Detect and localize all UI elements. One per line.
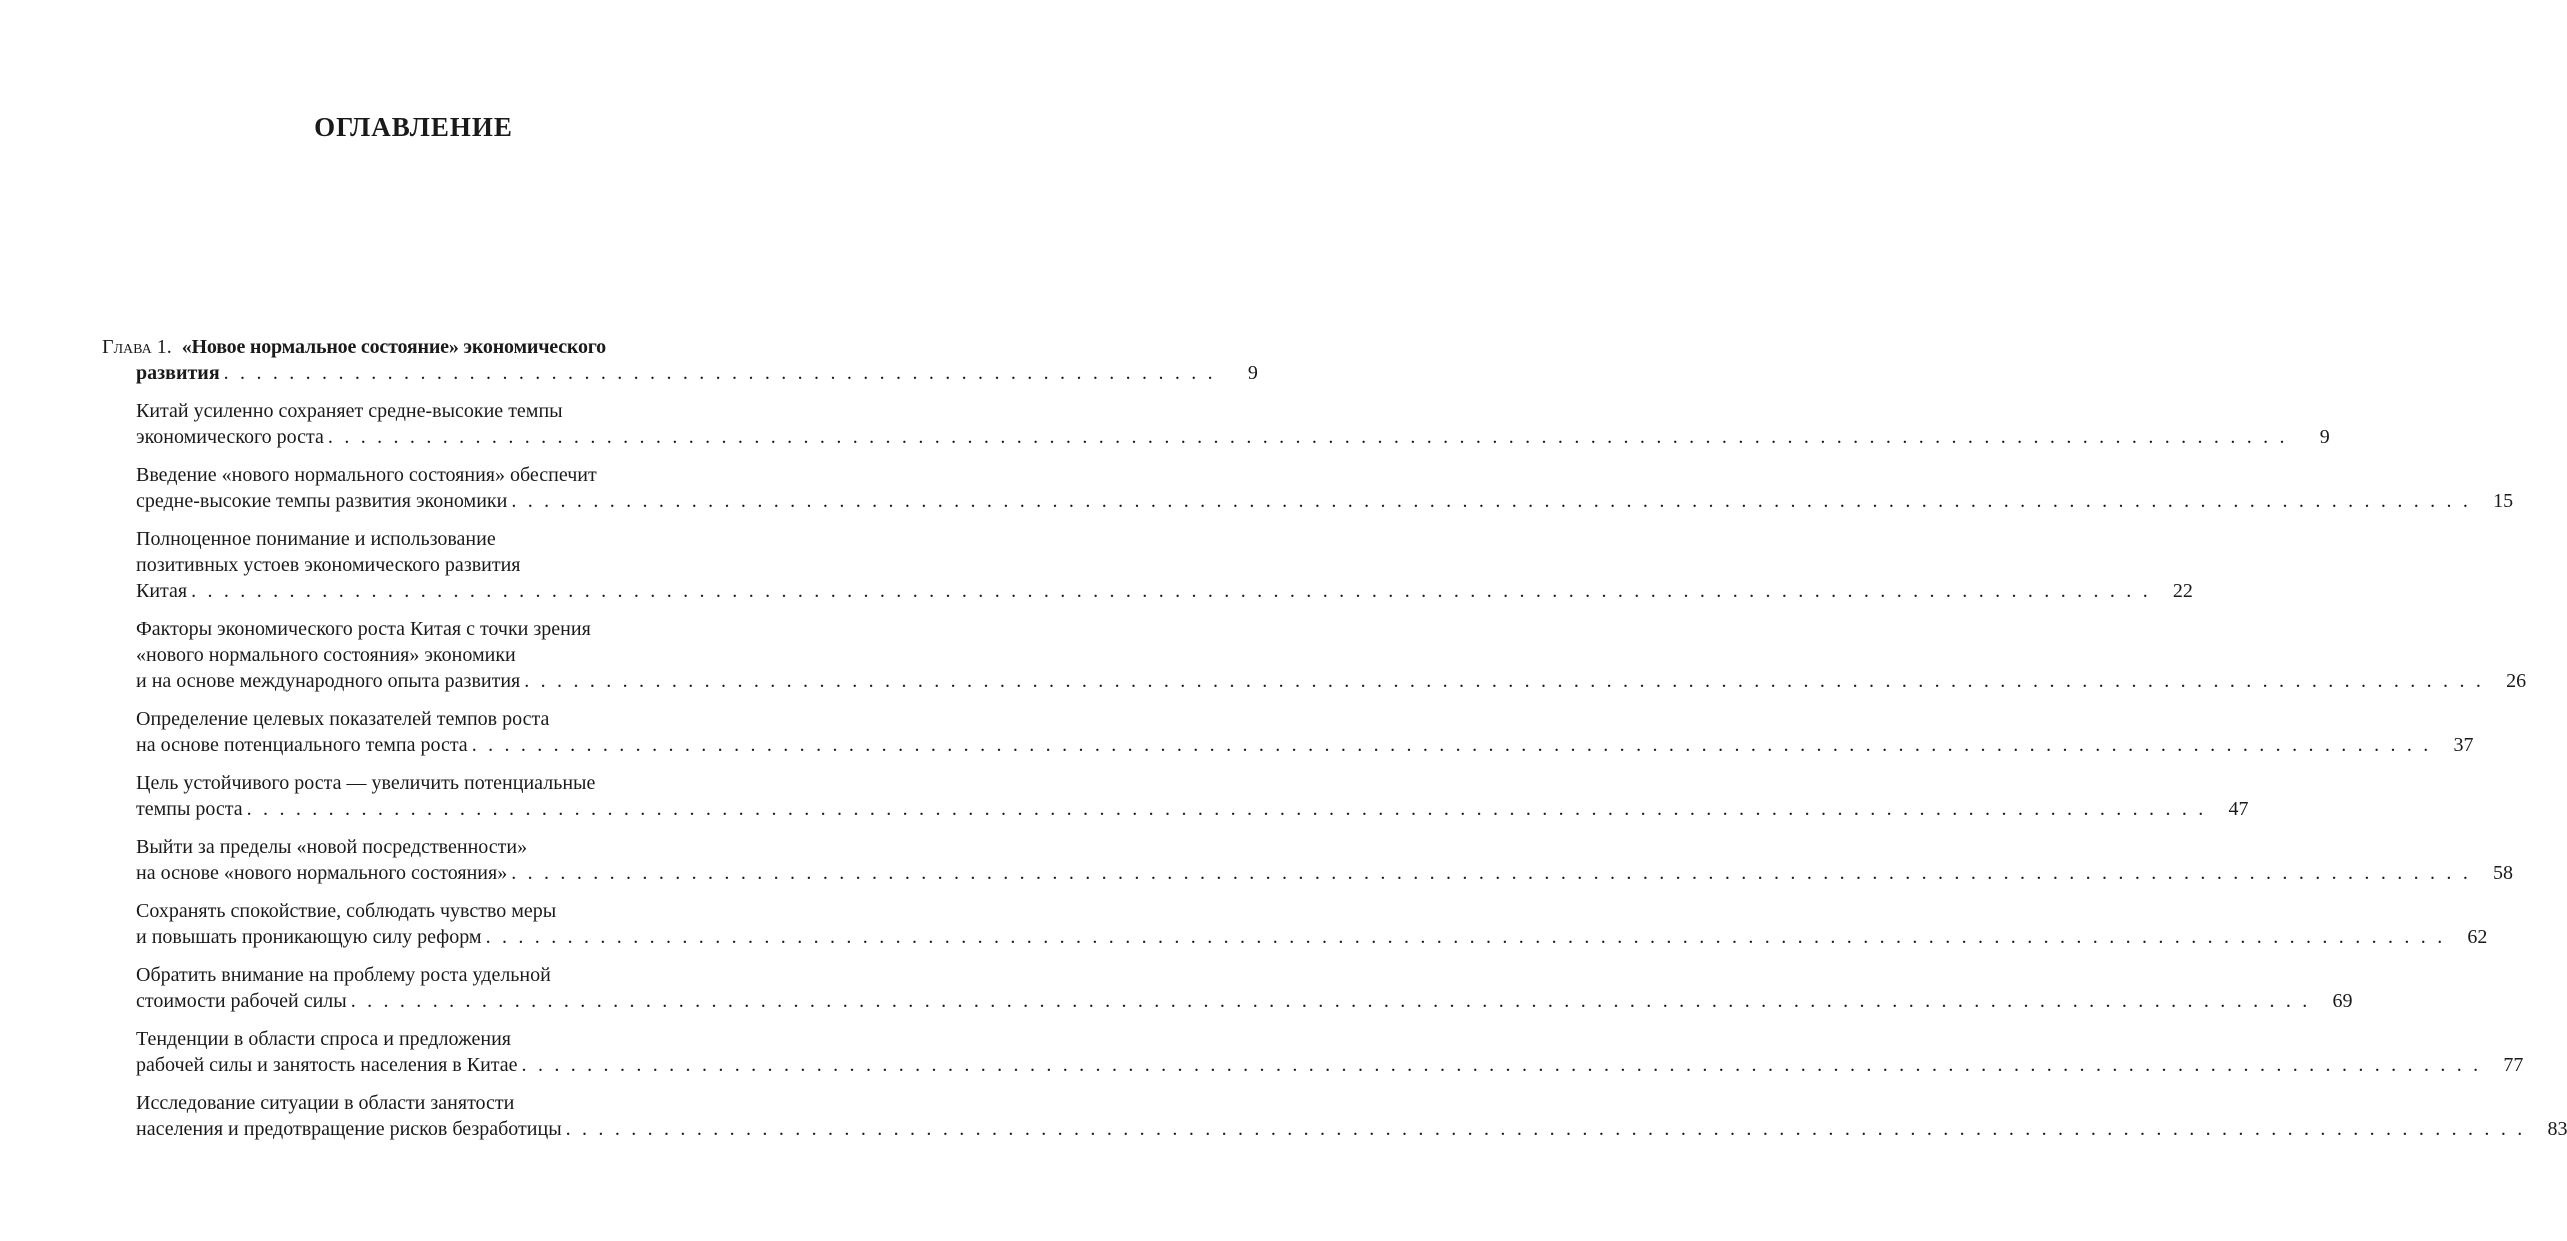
- toc-entry: [102, 834, 2514, 886]
- toc-entry-line: Цель устойчивого роста — увеличить потенциальные: [136, 772, 596, 794]
- chapter-label: Глава 1.: [102, 336, 172, 358]
- table-of-contents: [102, 334, 2567, 1142]
- chapter-heading-line: [102, 334, 728, 360]
- toc-entry-text: и повышать проникающую силу реформ: [136, 926, 482, 948]
- toc-entry-text: на основе «нового нормального состояния»: [136, 862, 508, 884]
- toc-entry-line: Полноценное понимание и использование: [136, 528, 496, 550]
- chapter-heading-last-line: [136, 360, 1258, 386]
- toc-entry-text: стоимости рабочей силы: [136, 990, 347, 1012]
- toc-entry-line: Обратить внимание на проблему роста удельной: [136, 964, 551, 986]
- toc-entry-last-line: [136, 668, 2527, 694]
- toc-entry-last-line: [136, 578, 2193, 604]
- toc-entry-text: на основе потенциального темпа роста: [136, 734, 468, 756]
- dot-leader: . . . . . . . . . . . . . . . . . . . . . . . . . . . . . . . . . . . . . . . . . . . . . . . . . . . . . . . . . . . . . . . . . . . . . . . . . . . . . . . . . . . . . . . . . . . . . . . . . . . . . . . . . . . . . . . . . . . . . . . .: [471, 734, 2432, 756]
- dot-leader: . . . . . . . . . . . . . . . . . . . . . . . . . . . . . . . . . . . . . . . . . . . . . . . . . . . . . . . . . . . . . . . . . . . . . . . . . . . . . . . . . . . . . . . . . . . . . . . . . . . . . . . . . . . . . . . . . . . . . . . .: [246, 798, 2207, 820]
- toc-entry-line: Китай усиленно сохраняет средне-высокие темпы: [136, 400, 563, 422]
- dot-leader: . . . . . . . . . . . . . . . . . . . . . . . . . . . . . . . . . . . . . . . . . . . . . . . . . . . . . . . . . . . . . . . . . . . . . . . . . . . . . . . . . . . . . . . . . . . . . . . . . . . . . . . . . . . . . . . . . . . . . . . .: [485, 926, 2446, 948]
- dot-leader: . . . . . . . . . . . . . . . . . . . . . . . . . . . . . . . . . . . . . . . . . . . . . . . . . . . . . . . . . . . . . . . . . . . . . . . . . . . . . . . . . . . . . . . . . . . . . . . . . . . . . . . . . . . . . . . . . . . . . . . .: [350, 990, 2311, 1012]
- dot-leader: . . . . . . . . . . . . . . . . . . . . . . . . . . . . . . . . . . . . . . . . . . . . . . . . . . . . . . . . . . . . . . . . . . . . . . . . . . . . . . . . . . . . . . . . . . . . . . . . . . . . . . . . . . . . . . . . . . . . . . . .: [511, 490, 2472, 512]
- dot-leader: . . . . . . . . . . . . . . . . . . . . . . . . . . . . . . . . . . . . . . . . . . . . . . . . . . . . . . . . . . . . . . . . . . . . . . . . . . . . . . . . . . . . . . . . . . . . . . . . . . . . . . . . . . . . . . . . . . . . . . . .: [565, 1118, 2526, 1140]
- page-number: 47: [2228, 798, 2249, 820]
- dot-leader: . . . . . . . . . . . . . . . . . . . . . . . . . . . . . . . . . . . . . . . . . . . . . . . . . . . . . . . . . . . . . . . . . . . . . . . . . . . . . . . . . . . . . . . . . . . . . . . . . . . . . . . . . . . . . . . . . . . . . . . .: [327, 426, 2288, 448]
- toc-entry: [102, 962, 2353, 1014]
- toc-entry: [102, 526, 2193, 604]
- toc-entry: [102, 706, 2474, 758]
- page-number: 9: [2319, 426, 2330, 448]
- chapter-title-line-2: развития: [136, 362, 220, 384]
- toc-entry: [102, 616, 2527, 694]
- toc-entry-line: Тенденции в области спроса и предложения: [136, 1028, 511, 1050]
- toc-entry-line: Выйти за пределы «новой посредственности»: [136, 836, 528, 858]
- toc-entry-last-line: [136, 860, 2514, 886]
- toc-chapter-1: [102, 334, 1258, 386]
- toc-entry-text: средне-высокие темпы развития экономики: [136, 490, 508, 512]
- toc-entry-last-line: [136, 988, 2353, 1014]
- dot-leader: . . . . . . . . . . . . . . . . . . . . . . . . . . . . . . . . . . . . . . . . . . . . . . . . . . . . . . . . . . . . .: [223, 362, 1216, 384]
- toc-entry: [102, 898, 2488, 950]
- page-number: 83: [2547, 1118, 2567, 1140]
- page-title: ОГЛАВЛЕНИЕ: [314, 112, 513, 142]
- toc-entry-line: Введение «нового нормального состояния» обеспечит: [136, 464, 597, 486]
- dot-leader: . . . . . . . . . . . . . . . . . . . . . . . . . . . . . . . . . . . . . . . . . . . . . . . . . . . . . . . . . . . . . . . . . . . . . . . . . . . . . . . . . . . . . . . . . . . . . . . . . . . . . . . . . . . . . . . . . . . . . . . .: [191, 580, 2151, 602]
- toc-entry-last-line: [136, 924, 2488, 950]
- toc-entry-text: темпы роста: [136, 798, 243, 820]
- page-number: 15: [2493, 490, 2514, 512]
- page-number: 37: [2453, 734, 2474, 756]
- toc-entry-last-line: [136, 1052, 2524, 1078]
- toc-entry-text: Китая: [136, 580, 188, 602]
- toc-entry-line: Исследование ситуации в области занятости: [136, 1092, 515, 1114]
- toc-entry-text: и на основе международного опыта развития: [136, 670, 521, 692]
- toc-entry-text: экономического роста: [136, 426, 324, 448]
- dot-leader: . . . . . . . . . . . . . . . . . . . . . . . . . . . . . . . . . . . . . . . . . . . . . . . . . . . . . . . . . . . . . . . . . . . . . . . . . . . . . . . . . . . . . . . . . . . . . . . . . . . . . . . . . . . . . . . . . . . . . . . .: [524, 670, 2485, 692]
- toc-entry-last-line: [136, 796, 2249, 822]
- toc-entry-line: «нового нормального состояния» экономики: [136, 644, 516, 666]
- toc-entry: [102, 462, 2514, 514]
- page-number: 9: [1247, 362, 1258, 384]
- dot-leader: . . . . . . . . . . . . . . . . . . . . . . . . . . . . . . . . . . . . . . . . . . . . . . . . . . . . . . . . . . . . . . . . . . . . . . . . . . . . . . . . . . . . . . . . . . . . . . . . . . . . . . . . . . . . . . . . . . . . . . . .: [511, 862, 2472, 884]
- toc-entry-last-line: [136, 488, 2514, 514]
- toc-entry: [102, 770, 2249, 822]
- toc-entry-last-line: [136, 1116, 2567, 1142]
- toc-entry-text: населения и предотвращение рисков безработицы: [136, 1118, 562, 1140]
- dot-leader: . . . . . . . . . . . . . . . . . . . . . . . . . . . . . . . . . . . . . . . . . . . . . . . . . . . . . . . . . . . . . . . . . . . . . . . . . . . . . . . . . . . . . . . . . . . . . . . . . . . . . . . . . . . . . . . . . . . . . . . .: [521, 1054, 2482, 1076]
- page-number: 62: [2467, 926, 2488, 948]
- chapter-title-line-1: «Новое нормальное состояние» экономического: [181, 336, 606, 358]
- toc-entry-last-line: [136, 424, 2330, 450]
- toc-entry-line: Определение целевых показателей темпов роста: [136, 708, 550, 730]
- toc-entry: [102, 1090, 2567, 1142]
- page-number: 22: [2172, 580, 2193, 602]
- toc-entry: [102, 1026, 2524, 1078]
- page-number: 58: [2493, 862, 2514, 884]
- toc-entry-text: рабочей силы и занятость населения в Китае: [136, 1054, 518, 1076]
- toc-entry-line: Сохранять спокойствие, соблюдать чувство меры: [136, 900, 557, 922]
- page-number: 77: [2503, 1054, 2524, 1076]
- page-number: 26: [2506, 670, 2527, 692]
- toc-entry-line: позитивных устоев экономического развития: [136, 554, 521, 576]
- toc-entry-line: Факторы экономического роста Китая с точки зрения: [136, 618, 591, 640]
- toc-sections: [102, 398, 2567, 1142]
- page-number: 69: [2332, 990, 2353, 1012]
- toc-entry-last-line: [136, 732, 2474, 758]
- toc-entry: [102, 398, 2330, 450]
